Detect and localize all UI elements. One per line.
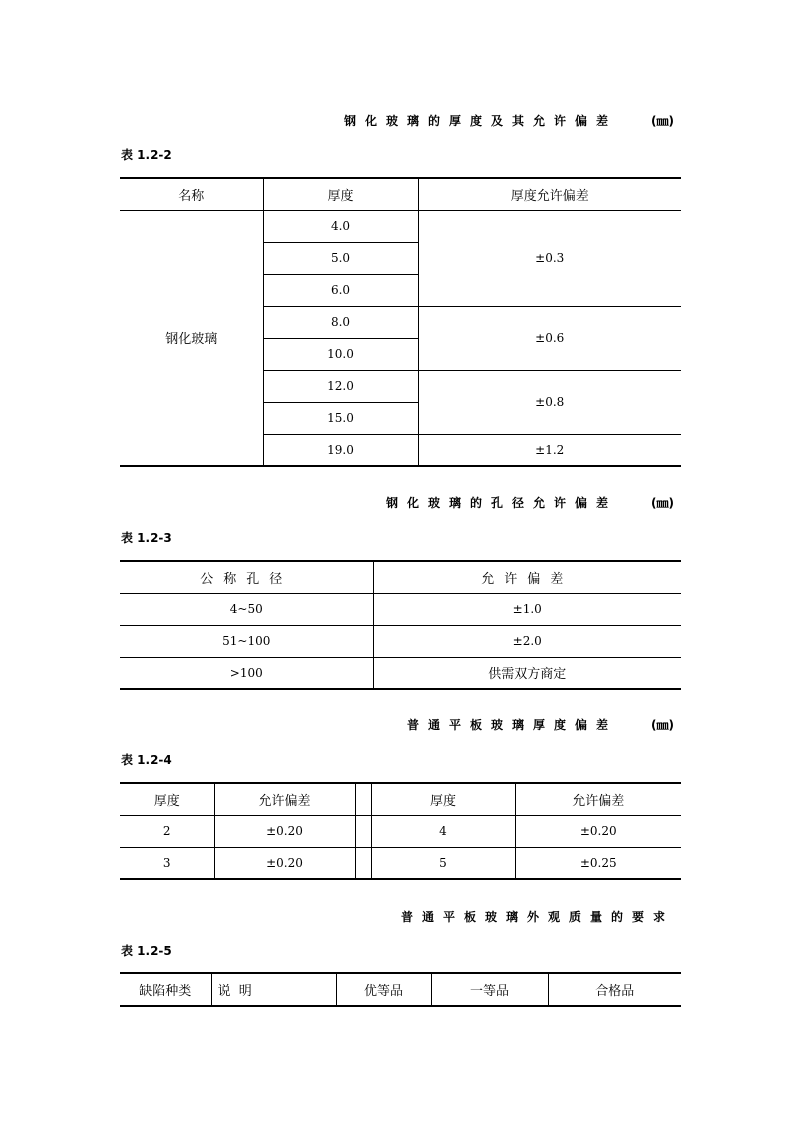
- table-cell: 供需双方商定: [373, 657, 681, 689]
- table-1-2-5-caption: [401, 908, 674, 925]
- header-thickness-tolerance: 厚度允许偏差: [418, 178, 681, 210]
- header-nominal-diameter: 公称孔径: [120, 561, 373, 593]
- caption-text: 钢化玻璃的厚度及其允许偏差: [344, 114, 618, 128]
- header-thickness: 厚度: [371, 783, 515, 815]
- thickness-cell: 8.0: [263, 306, 418, 338]
- table-cell: ±0.20: [214, 815, 355, 847]
- flat-glass-appearance-quality-table: [120, 972, 681, 1007]
- thickness-cell: 6.0: [263, 274, 418, 306]
- table-number: 表 1.2-2: [121, 148, 172, 162]
- spacer-column: [355, 783, 371, 815]
- header-defect-type: 缺陷种类: [120, 973, 211, 1006]
- table-cell: ±1.0: [373, 593, 681, 625]
- table-cell: 51~100: [120, 625, 373, 657]
- unit-label: (㎜): [651, 718, 674, 732]
- table-number: 表 1.2-3: [121, 531, 172, 545]
- spacer-column: [355, 815, 371, 847]
- unit-label: (㎜): [651, 496, 674, 510]
- table-1-2-2-caption: [344, 112, 674, 129]
- hole-diameter-tolerance-table: [120, 560, 681, 690]
- header-thickness: 厚度: [263, 178, 418, 210]
- header-tolerance: 允许偏差: [373, 561, 681, 593]
- header-first-grade: 一等品: [431, 973, 548, 1006]
- thickness-cell: 5.0: [263, 242, 418, 274]
- caption-text: 普通平板玻璃外观质量的要求: [400, 910, 674, 924]
- table-cell: 2: [120, 815, 214, 847]
- thickness-cell: 4.0: [263, 210, 418, 242]
- table-cell: 4: [371, 815, 515, 847]
- header-thickness: 厚度: [120, 783, 214, 815]
- thickness-cell: 10.0: [263, 338, 418, 370]
- table-1-2-3-caption: [386, 494, 674, 511]
- tolerance-cell: ±0.6: [418, 306, 681, 370]
- tempered-glass-thickness-table: [120, 177, 681, 467]
- header-tolerance: 允许偏差: [515, 783, 681, 815]
- table-cell: ±0.20: [515, 815, 681, 847]
- tolerance-cell: ±0.8: [418, 370, 681, 434]
- table-cell: ±2.0: [373, 625, 681, 657]
- thickness-cell: 15.0: [263, 402, 418, 434]
- thickness-cell: 19.0: [263, 434, 418, 466]
- header-name: 名称: [120, 178, 263, 210]
- caption-text: 普通平板玻璃厚度偏差: [407, 718, 618, 732]
- header-description: 说 明: [211, 973, 336, 1006]
- tolerance-cell: ±1.2: [418, 434, 681, 466]
- table-1-2-4-caption: [407, 716, 674, 733]
- flat-glass-thickness-tolerance-table: [120, 782, 681, 880]
- header-qualified-grade: 合格品: [548, 973, 681, 1006]
- unit-label: (㎜): [651, 114, 674, 128]
- header-tolerance: 允许偏差: [214, 783, 355, 815]
- table-number: 表 1.2-5: [121, 944, 172, 958]
- table-cell: 5: [371, 847, 515, 879]
- tolerance-cell: ±0.3: [418, 210, 681, 306]
- spacer-column: [355, 847, 371, 879]
- caption-text: 钢化玻璃的孔径允许偏差: [386, 496, 618, 510]
- thickness-cell: 12.0: [263, 370, 418, 402]
- table-cell: ±0.25: [515, 847, 681, 879]
- table-cell: 4~50: [120, 593, 373, 625]
- table-cell: ±0.20: [214, 847, 355, 879]
- table-cell: 3: [120, 847, 214, 879]
- glass-name-cell: 钢化玻璃: [120, 210, 263, 466]
- table-number: 表 1.2-4: [121, 753, 172, 767]
- header-premium-grade: 优等品: [336, 973, 431, 1006]
- table-cell: >100: [120, 657, 373, 689]
